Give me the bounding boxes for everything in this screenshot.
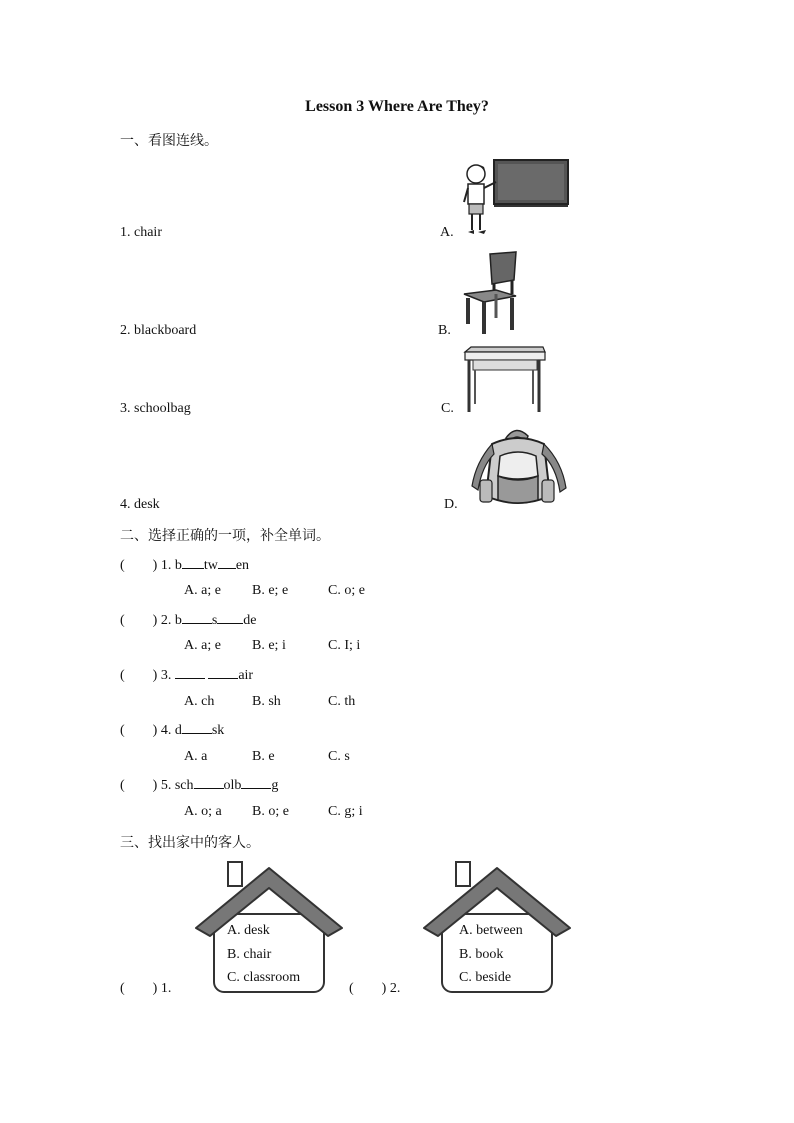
option-b: B. o; e [252, 804, 289, 819]
match-word-1: 1. chair [120, 225, 162, 240]
section1-heading: 一、看图连线。 [120, 133, 218, 149]
option-a: A. o; a [184, 804, 222, 819]
answer-blank[interactable] [218, 556, 236, 569]
answer-blank[interactable] [217, 611, 243, 624]
answer-blank[interactable] [208, 666, 238, 679]
house-2-answer [349, 981, 400, 997]
option-b: B. sh [252, 694, 281, 709]
question-number: 4. [160, 723, 172, 738]
word-part: s [211, 613, 218, 628]
answer-blank[interactable] [182, 611, 212, 624]
match-word-3: 3. schoolbag [120, 401, 191, 416]
question-number: 2. [160, 613, 172, 628]
option-c: C. g; i [328, 804, 363, 819]
word-part: g [271, 778, 279, 793]
option-c: C. o; e [328, 583, 365, 598]
word-part: sk [211, 723, 225, 738]
answer-blank[interactable] [194, 776, 224, 789]
question-number: 2. [389, 981, 401, 996]
house-2-item-c: C. beside [459, 970, 512, 985]
option-c: C. th [328, 694, 356, 709]
answer-blank[interactable] [175, 666, 205, 679]
answer-blank[interactable] [182, 721, 212, 734]
option-a: A. a [184, 749, 208, 764]
word-part: olb [223, 778, 242, 793]
answer-paren[interactable]: ( ) [349, 981, 387, 996]
word-part: de [243, 613, 257, 628]
word-part: b [174, 613, 182, 628]
answer-blank[interactable] [182, 556, 204, 569]
house-2-item-a: A. between [459, 923, 523, 938]
option-c: C. s [328, 749, 350, 764]
match-letter-a: A. [440, 225, 454, 240]
question-number: 1. [160, 981, 172, 996]
question-1 [120, 556, 249, 574]
word-part: en [235, 558, 250, 573]
desk-picture [463, 346, 547, 414]
question-2 [120, 611, 257, 629]
question-number: 1. [160, 558, 172, 573]
question-number: 5. [160, 778, 172, 793]
answer-paren: ( ) [120, 613, 158, 628]
question-3 [120, 666, 253, 684]
match-letter-b: B. [438, 323, 451, 338]
option-a: A. ch [184, 694, 215, 709]
match-letter-d: D. [444, 497, 458, 512]
word-part: b [174, 558, 182, 573]
question-4 [120, 721, 224, 739]
match-word-2: 2. blackboard [120, 323, 197, 338]
option-a: A. a; e [184, 583, 221, 598]
answer-paren: ( ) [120, 668, 158, 683]
house-1-item-c: C. classroom [227, 970, 301, 985]
house-1-item-b: B. chair [227, 947, 272, 962]
schoolbag-picture [470, 426, 568, 512]
answer-paren: ( ) [120, 778, 158, 793]
option-c: C. I; i [328, 638, 361, 653]
question-number: 3. [160, 668, 172, 683]
match-letter-c: C. [441, 401, 454, 416]
answer-paren: ( ) [120, 558, 158, 573]
section2-heading: 二、选择正确的一项，补全单词。 [120, 528, 330, 544]
option-b: B. e [252, 749, 275, 764]
house-1-answer [120, 981, 171, 997]
match-word-4: 4. desk [120, 497, 160, 512]
question-5 [120, 776, 278, 794]
house-2-item-b: B. book [459, 947, 504, 962]
word-part: d [174, 723, 182, 738]
option-a: A. a; e [184, 638, 221, 653]
answer-paren[interactable]: ( ) [120, 981, 158, 996]
teacher-blackboard-picture [460, 158, 572, 238]
option-b: B. e; i [252, 638, 286, 653]
answer-blank[interactable] [241, 776, 271, 789]
word-part: air [238, 668, 254, 683]
answer-paren: ( ) [120, 723, 158, 738]
house-1-item-a: A. desk [227, 923, 270, 938]
section3-heading: 三、找出家中的客人。 [120, 835, 260, 851]
word-part: tw [203, 558, 218, 573]
page-title: Lesson 3 Where Are They? [305, 98, 489, 115]
word-part: sch [174, 778, 194, 793]
chair-picture [460, 250, 522, 338]
option-b: B. e; e [252, 583, 289, 598]
